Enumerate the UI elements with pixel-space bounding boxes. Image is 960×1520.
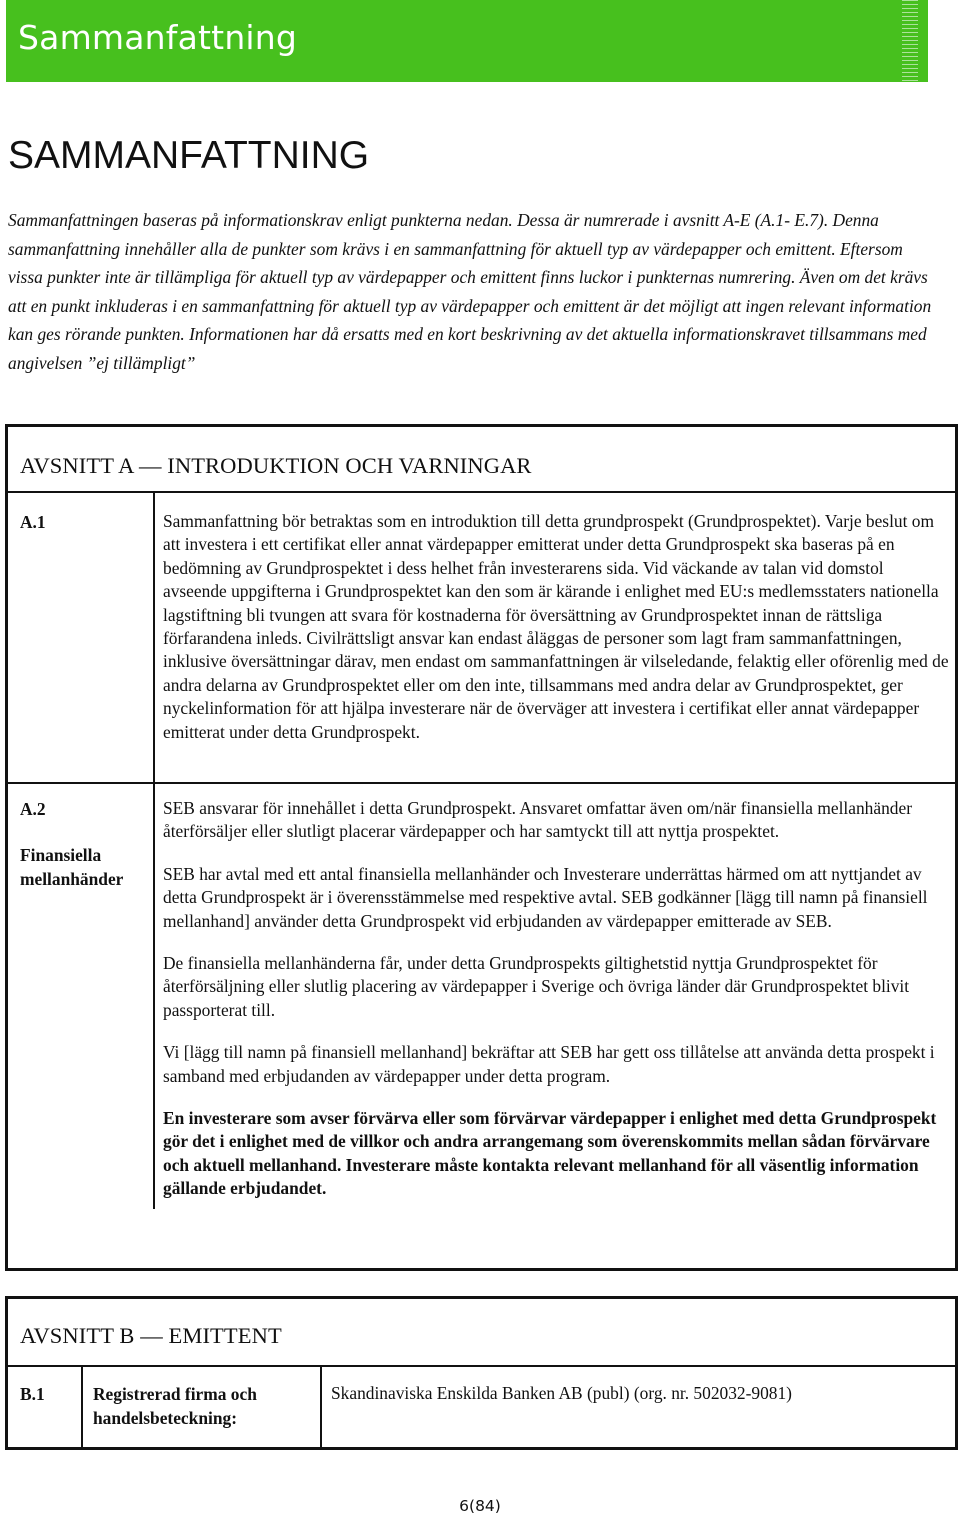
divider <box>8 1365 955 1367</box>
page-number: 6(84) <box>459 1497 501 1515</box>
b1-title-line-2: handelsbeteckning: <box>93 1408 237 1428</box>
a2-paragraph-3: De finansiella mellanhänderna får, under detta Grundprospekts giltighetstid nyttja Grundprospektet för återförsäljning eller slutlig placering av värdepapper i Sverige och övriga länder där Grundprospektet blivit passporterat till. <box>163 953 910 1020</box>
a2-number: A.2 <box>20 799 46 819</box>
column-divider <box>81 1365 83 1447</box>
a2-sublabel-2: mellanhänder <box>20 869 124 889</box>
intro-paragraph <box>8 206 938 377</box>
banner-decoration <box>902 0 918 82</box>
item-a1-label: A.1 <box>20 512 46 532</box>
item-a2-label <box>20 797 123 891</box>
column-divider <box>320 1365 322 1447</box>
divider <box>8 491 955 493</box>
a2-paragraph-5: En investerare som avser förvärva eller som förvärvar värdepapper i enlighet med detta Grundprospekt gör det i enlighet med de villkor och andra arrangemang som överenskommits mellan sådan förvärvare och aktuell mellanhand. Investerare måste kontakta relevant mellanhand för all väsentlig information gällande erbjudandet. <box>163 1108 937 1199</box>
item-a2-text <box>163 797 949 1220</box>
section-b-heading: AVSNITT B — EMITTENT <box>20 1323 282 1348</box>
page-title: SAMMANFATTNING <box>8 134 370 177</box>
a2-paragraph-2: SEB har avtal med ett antal finansiella mellanhänder och Investerare underrättas härmed om att nyttjandet av detta Grundprospekt är i överensstämmelse med respektive avtal. SEB godkänner [lägg till namn på finansiell mellanhand] använder detta Grundprospekt vid erbjudanden av värdepapper emitterade av SEB. <box>163 863 928 931</box>
item-b1-title <box>93 1382 313 1430</box>
item-b1-value: Skandinaviska Enskilda Banken AB (publ) (org. nr. 502032-9081) <box>331 1383 792 1403</box>
header-banner <box>6 0 928 82</box>
item-a1-text <box>163 510 949 763</box>
a2-paragraph-4: Vi [lägg till namn på finansiell mellanhand] bekräftar att SEB har gett oss tillåtelse att använda detta prospekt i samband med erbjudanden av värdepapper under detta program. <box>163 1042 935 1086</box>
a1-paragraph: Sammanfattning bör betraktas som en introduktion till detta grundprospekt (Grundprospektet). Varje beslut om att investera i ett certifikat eller annat värdepapper emitterat under detta Grundprospekt ska baseras på en bedömning av Grundprospektet i dess helhet från investerarens sida. Vid väckande av talan vid domstol avseende uppgifterna i Grundprospektet kan den som är kärande i enlighet med EU:s medlemsstaters nationella lagstiftning bli tvungen att svara för kostnaderna för översättning av Grundprospektet innan de rättsliga förfarandena inleds. Civilrättsligt ansvar kan endast åläggas de personer som lagt fram sammanfattningen, inklusive översättningar därav, men endast om sammanfattningen är vilseledande, felaktig eller oförenlig med de andra delarna av Grundprospektet eller om den inte, tillsammans med andra delar av Grundprospektet, ger nyckelinformation för att hjälpa investerare när de överväger att investera i certifikat eller annat värdepapper emitterat under detta Grundprospekt. <box>163 511 949 742</box>
a2-paragraph-1: SEB ansvarar för innehållet i detta Grundprospekt. Ansvaret omfattar även om/när finansiella mellanhänder återförsäljer eller slutligt placerar värdepapper och har samtyckt till att nyttja prospektet. <box>163 798 912 842</box>
divider <box>8 782 955 784</box>
section-a-heading: AVSNITT A — INTRODUKTION OCH VARNINGAR <box>20 453 532 478</box>
banner-title: Sammanfattning <box>18 18 298 57</box>
item-b1-label: B.1 <box>20 1384 45 1404</box>
a2-sublabel-1: Finansiella <box>20 845 102 865</box>
column-divider <box>153 491 155 1209</box>
b1-title-line-1: Registrerad firma och <box>93 1384 257 1404</box>
section-b-table <box>5 1296 958 1450</box>
section-a-table <box>5 424 958 1271</box>
intro-text: Sammanfattningen baseras på informationskrav enligt punkterna nedan. Dessa är numrerade i avsnitt A-E (A.1- E.7). Denna sammanfattning innehåller alla de punkter som krävs i en sammanfattning för aktuell typ av värdepapper och emittent. Eftersom vissa punkter inte är tillämpliga för aktuell typ av värdepapper och emittent finns luckor i punkternas numrering. Även om det krävs att en punkt inkluderas i en sammanfattning för aktuell typ av värdepapper och emittent är det möjligt att ingen relevant information kan ges rörande punkten. Informationen har då ersatts med en kort beskrivning av det aktuella informationskravet tillsammans med angivelsen ”ej tillämpligt” <box>8 210 932 373</box>
